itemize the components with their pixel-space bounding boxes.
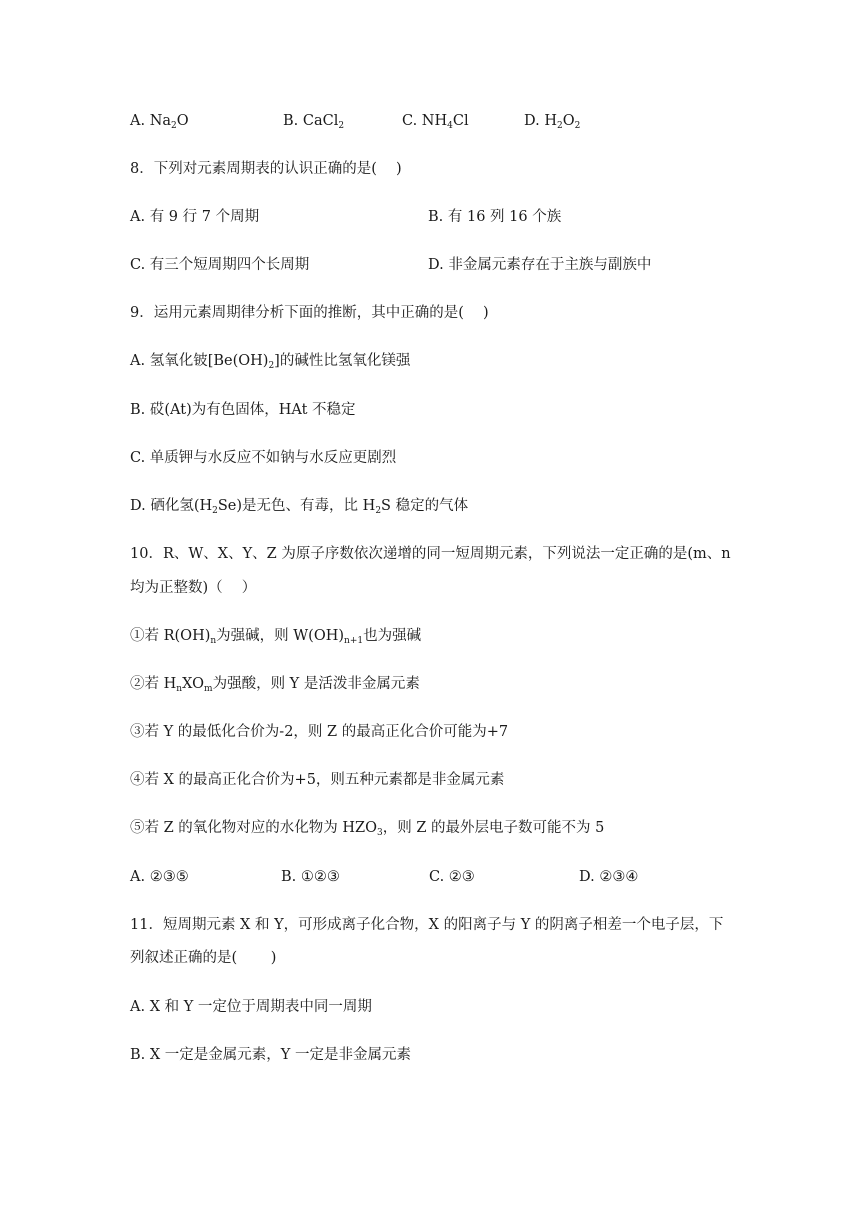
q10-option-d: D. ②③④ — [579, 869, 639, 885]
q10-stem-line1: 10．R、W、X、Y、Z 为原子序数依次递增的同一短周期元素，下列说法一定正确的是(m、n — [130, 546, 731, 562]
q8-option-a: A. 有 9 行 7 个周期 — [130, 209, 260, 225]
q9-option-a: A. 氢氧化铍$[Be(OH)_2]$的碱性比氢氧化镁强 — [130, 353, 411, 371]
q10-statement-4: ④若 X 的最高正化合价为+5，则五种元素都是非金属元素 — [130, 772, 505, 788]
q9-option-b: B. 砹(At)为有色固体，HAt 不稳定 — [130, 402, 356, 418]
q7-option-d: D. $H_2O_2$ — [524, 113, 581, 131]
q8-option-c: C. 有三个短周期四个长周期 — [130, 257, 310, 273]
q10-statement-2: ②若 $H_nXO_m$为强酸，则 Y 是活泼非金属元素 — [130, 676, 420, 694]
q11-option-b: B. X 一定是金属元素，Y 一定是非金属元素 — [130, 1047, 411, 1063]
q10-statement-5: ⑤若 Z 的氧化物对应的水化物为 $HZO_3$，则 Z 的最外层电子数可能不为 5 — [130, 820, 605, 838]
q8-option-b: B. 有 16 列 16 个族 — [428, 209, 562, 225]
q9-stem: 9．运用元素周期律分析下面的推断，其中正确的是( ) — [130, 305, 489, 321]
q11-stem-line1: 11．短周期元素 X 和 Y，可形成离子化合物，X 的阳离子与 Y 的阴离子相差一个电子层，下 — [130, 917, 724, 933]
q10-option-a: A. ②③⑤ — [130, 869, 189, 885]
q9-option-c: C. 单质钾与水反应不如钠与水反应更剧烈 — [130, 450, 397, 466]
q7-option-a: A. $Na_2O$ — [130, 113, 189, 131]
q7-option-c: C. $NH_4Cl$ — [402, 113, 469, 131]
q10-option-c: C. ②③ — [429, 869, 475, 885]
q8-option-d: D. 非金属元素存在于主族与副族中 — [428, 257, 652, 273]
q11-option-a: A. X 和 Y 一定位于周期表中同一周期 — [130, 999, 372, 1015]
q11-stem-line2: 列叙述正确的是( ) — [130, 950, 277, 966]
q8-stem: 8．下列对元素周期表的认识正确的是( ) — [130, 161, 402, 177]
q9-option-d: D. 硒化氢$(H_2Se)$是无色、有毒，比 $H_2S$ 稳定的气体 — [130, 498, 469, 516]
q10-statement-1: ①若 $R(OH)_n$为强碱，则 $W(OH)_{n+1}$也为强碱 — [130, 628, 422, 646]
q7-option-b: B. CaCl$_2$ — [283, 113, 345, 131]
q10-statement-3: ③若 Y 的最低化合价为-2，则 Z 的最高正化合价可能为+7 — [130, 724, 509, 740]
q10-stem-line2: 均为正整数)（ ） — [130, 580, 257, 596]
q10-option-b: B. ①②③ — [281, 869, 340, 885]
